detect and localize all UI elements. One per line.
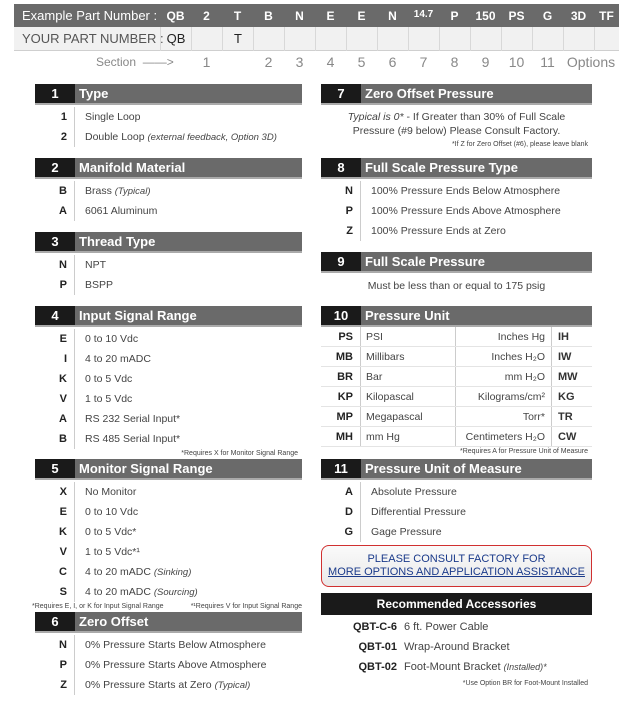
section-index-cell: 7: [419, 54, 428, 70]
accessory-row: [321, 657, 592, 677]
example-part-number-cell: T: [233, 8, 242, 23]
example-part-number-cell: N: [295, 8, 304, 23]
section-index-cell: 2: [264, 54, 273, 70]
section-input-signal-range: [35, 306, 302, 459]
option-row: [35, 542, 302, 562]
option-description: Differential Pressure: [371, 506, 466, 518]
pressure-unit-code: BR: [321, 367, 361, 386]
pressure-unit-name: Kilograms/cm²: [477, 390, 545, 403]
option-description: 0 to 5 Vdc*: [85, 526, 137, 538]
section-zero-offset-pressure: [321, 84, 592, 150]
option-description: BSPP: [85, 279, 114, 291]
pressure-unit-code: MH: [321, 427, 361, 446]
option-code: A: [35, 409, 75, 429]
section-manifold-material: [35, 158, 302, 221]
section-row-label: Section ——>: [96, 55, 174, 69]
section-index-cell: 8: [450, 54, 459, 70]
section-monitor-signal-range: [32, 459, 302, 612]
footnote: *Requires A for Pressure Unit of Measure: [459, 448, 588, 455]
option-code: E: [35, 502, 75, 522]
option-code: Z: [321, 221, 361, 241]
accessory-description: Wrap-Around Bracket: [404, 641, 510, 653]
example-part-number-cell: E: [326, 8, 335, 23]
pressure-unit-code: IH: [551, 327, 591, 346]
option-code: 2: [35, 127, 75, 147]
example-part-number-cell: 3D: [570, 8, 587, 23]
your-part-number-cell[interactable]: [470, 27, 501, 51]
section-row: [14, 52, 619, 72]
example-part-number-cell: TF: [599, 8, 614, 23]
accessory-code: QBT-01: [358, 641, 397, 653]
section-index-cell: 10: [508, 54, 525, 70]
section-thread-type: [35, 232, 302, 295]
your-part-number-cell[interactable]: [253, 27, 284, 51]
section-number: 9: [321, 252, 361, 271]
option-code: Z: [35, 675, 75, 695]
pressure-unit-code: TR: [551, 407, 591, 426]
pressure-unit-code: MB: [321, 347, 361, 366]
section-index-cell: 1: [202, 54, 211, 70]
option-row: [35, 655, 302, 675]
option-code: P: [321, 201, 361, 221]
example-part-number-cell: 2: [203, 8, 210, 23]
section-number: 2: [35, 158, 75, 177]
pressure-unit-name: Centimeters H₂O: [465, 430, 545, 443]
option-row: [321, 221, 592, 241]
your-part-number-cell[interactable]: [346, 27, 377, 51]
your-part-number-cell[interactable]: [191, 27, 222, 51]
section-title: Zero Offset Pressure: [365, 86, 494, 101]
section-index-cell: Options: [566, 54, 616, 70]
section-number: 7: [321, 84, 361, 103]
option-code: C: [35, 562, 75, 582]
example-part-number-cell: G: [542, 8, 553, 23]
recommended-accessories: [321, 593, 592, 689]
example-part-number-cell: E: [357, 8, 366, 23]
option-code: N: [35, 255, 75, 275]
section-type: [35, 84, 302, 147]
option-row: [35, 349, 302, 369]
example-part-number-cell: 14.7: [413, 8, 434, 20]
footnote: *Use Option BR for Foot-Mount Installed: [462, 680, 588, 687]
option-description: 100% Pressure Ends Below Atmosphere: [371, 185, 561, 197]
pressure-unit-name: mm H₂O: [504, 370, 545, 383]
option-code: V: [35, 542, 75, 562]
section-index-cell: [222, 54, 253, 70]
accessory-row: [321, 617, 592, 637]
option-description: 1 to 5 Vdc: [85, 393, 133, 405]
section-text: Must be less than or equal to 175 psig: [367, 280, 546, 292]
section-number: 11: [321, 459, 361, 478]
section-title: Full Scale Pressure: [365, 254, 485, 269]
pressure-unit-row: [321, 427, 592, 447]
example-part-number-cell: QB: [166, 8, 185, 23]
option-row: [35, 429, 302, 449]
option-code: B: [35, 181, 75, 201]
section-title: Input Signal Range: [79, 308, 197, 323]
option-row: [35, 675, 302, 695]
pressure-unit-code: CW: [551, 427, 591, 446]
option-description: 100% Pressure Ends Above Atmosphere: [371, 205, 561, 217]
option-row: [321, 201, 592, 221]
example-part-number-cell: P: [450, 8, 459, 23]
section-text: Typical is 0* - If Greater than 30% of Full Scale: [347, 111, 566, 123]
option-row: [35, 255, 302, 275]
pressure-unit-code: IW: [551, 347, 591, 366]
option-description: 100% Pressure Ends at Zero: [371, 225, 506, 237]
option-description: RS 485 Serial Input*: [85, 433, 181, 445]
option-description: 1 to 5 Vdc*¹: [85, 546, 140, 558]
section-index-cell: 4: [326, 54, 335, 70]
section-number: 10: [321, 306, 361, 325]
section-zero-offset: [35, 612, 302, 695]
option-description: 4 to 20 mADC: [85, 353, 151, 365]
option-description: No Monitor: [85, 486, 137, 498]
footnote: *If Z for Zero Offset (#6), please leave blank: [451, 141, 588, 148]
pressure-unit-code: KG: [551, 387, 591, 406]
option-description: Double Loop (external feedback, Option 3D): [85, 131, 277, 143]
pressure-unit-name: Inches Hg: [497, 330, 545, 343]
consult-factory-box: PLEASE CONSULT FACTORY FOR MORE OPTIONS AND APPLICATION ASSISTANCE: [321, 545, 592, 587]
footnote: *Requires X for Monitor Signal Range: [181, 450, 298, 457]
section-index-cell: 9: [481, 54, 490, 70]
pressure-unit-name: PSI: [361, 327, 456, 346]
pressure-unit-name: Torr*: [522, 410, 545, 423]
pressure-unit-row: [321, 407, 592, 427]
option-row: [321, 522, 592, 542]
your-part-number-cell[interactable]: T: [222, 27, 253, 51]
option-row: [35, 369, 302, 389]
pressure-unit-code: MW: [551, 367, 591, 386]
option-description: Absolute Pressure: [371, 486, 457, 498]
example-part-number-cell: N: [388, 8, 397, 23]
example-part-number-row: [14, 4, 619, 27]
pressure-unit-name: Kilopascal: [361, 387, 456, 406]
option-row: [321, 482, 592, 502]
option-code: N: [321, 181, 361, 201]
option-code: P: [35, 655, 75, 675]
your-part-number-cell[interactable]: [284, 27, 315, 51]
option-code: S: [35, 582, 75, 602]
option-row: [321, 181, 592, 201]
option-code: K: [35, 369, 75, 389]
section-index-cell: 3: [295, 54, 304, 70]
section-full-scale-pressure-type: [321, 158, 592, 241]
section-pressure-unit: [321, 306, 592, 457]
example-part-number-cell: 150: [475, 8, 496, 23]
pressure-unit-name: Millibars: [361, 347, 456, 366]
pressure-unit-row: [321, 387, 592, 407]
option-description: 0% Pressure Starts Above Atmosphere: [85, 659, 267, 671]
option-row: [35, 582, 302, 602]
pressure-unit-row: [321, 327, 592, 347]
option-description: 0% Pressure Starts Below Atmosphere: [85, 639, 266, 651]
section-number: 4: [35, 306, 75, 325]
option-description: 0 to 10 Vdc: [85, 333, 139, 345]
section-index-cell: 6: [388, 54, 397, 70]
footnote: *Requires E, I, or K for Input Signal Range: [32, 603, 164, 610]
option-code: P: [35, 275, 75, 295]
option-row: [35, 562, 302, 582]
option-code: K: [35, 522, 75, 542]
option-code: A: [35, 201, 75, 221]
your-part-number-cell[interactable]: [563, 27, 594, 51]
pressure-unit-name: Megapascal: [361, 407, 456, 426]
pressure-unit-row: [321, 367, 592, 387]
your-part-number-cell[interactable]: [315, 27, 346, 51]
option-row: [35, 329, 302, 349]
your-part-number-cell[interactable]: [439, 27, 470, 51]
your-part-number-label: YOUR PART NUMBER :: [22, 31, 164, 46]
pressure-unit-name: mm Hg: [361, 427, 456, 446]
example-part-number-cell: PS: [508, 8, 525, 23]
section-number: 5: [35, 459, 75, 478]
your-part-number-cell[interactable]: [532, 27, 563, 51]
option-row: [35, 127, 302, 147]
pressure-unit-row: [321, 347, 592, 367]
footnote: *¹Requires V for Input Signal Range: [190, 603, 302, 610]
option-code: X: [35, 482, 75, 502]
option-description: 0% Pressure Starts at Zero (Typical): [85, 679, 251, 691]
accessory-description: Foot-Mount Bracket (Installed)*: [404, 661, 547, 673]
option-row: [35, 107, 302, 127]
accessories-title: Recommended Accessories: [321, 593, 592, 615]
section-full-scale-pressure: [321, 252, 592, 293]
your-part-number-cell[interactable]: QB: [160, 27, 191, 51]
pressure-unit-name: Inches H₂O: [491, 350, 545, 363]
option-row: [35, 275, 302, 295]
accessory-code: QBT-C-6: [353, 621, 397, 633]
accessory-description: 6 ft. Power Cable: [404, 621, 489, 633]
option-description: 4 to 20 mADC (Sinking): [85, 566, 192, 578]
option-code: E: [35, 329, 75, 349]
section-number: 1: [35, 84, 75, 103]
section-number: 8: [321, 158, 361, 177]
option-row: [35, 409, 302, 429]
option-row: [35, 482, 302, 502]
option-code: N: [35, 635, 75, 655]
option-code: V: [35, 389, 75, 409]
section-number: 3: [35, 232, 75, 251]
option-row: [321, 502, 592, 522]
option-description: Brass (Typical): [85, 185, 151, 197]
accessory-code: QBT-02: [358, 661, 397, 673]
option-row: [35, 181, 302, 201]
pressure-unit-code: MP: [321, 407, 361, 426]
option-description: 6061 Aluminum: [85, 205, 158, 217]
your-part-number-row: [14, 27, 619, 51]
option-code: I: [35, 349, 75, 369]
option-description: 0 to 10 Vdc: [85, 506, 139, 518]
option-row: [35, 522, 302, 542]
section-title: Monitor Signal Range: [79, 461, 213, 476]
section-pressure-unit-of-measure: [321, 459, 592, 542]
pressure-unit-code: KP: [321, 387, 361, 406]
option-row: [35, 389, 302, 409]
option-code: 1: [35, 107, 75, 127]
section-number: 6: [35, 612, 75, 631]
option-row: [35, 635, 302, 655]
option-description: Single Loop: [85, 111, 141, 123]
pressure-unit-name: Bar: [361, 367, 456, 386]
section-title: Manifold Material: [79, 160, 186, 175]
section-title: Thread Type: [79, 234, 156, 249]
option-row: [35, 502, 302, 522]
option-code: D: [321, 502, 361, 522]
section-text: Pressure (#9 below) Please Consult Factory.: [352, 125, 561, 137]
your-part-number-cell[interactable]: [377, 27, 408, 51]
example-part-number-cell: B: [264, 8, 273, 23]
section-index-cell: 11: [540, 54, 555, 70]
your-part-number-cell[interactable]: [408, 27, 439, 51]
section-title: Zero Offset: [79, 614, 149, 629]
option-code: G: [321, 522, 361, 542]
your-part-number-cell[interactable]: [594, 27, 619, 51]
example-part-number-label: Example Part Number :: [22, 8, 158, 23]
option-description: RS 232 Serial Input*: [85, 413, 181, 425]
option-description: Gage Pressure: [371, 526, 442, 538]
pressure-unit-code: PS: [321, 327, 361, 346]
your-part-number-cell[interactable]: [501, 27, 532, 51]
section-title: Pressure Unit of Measure: [365, 461, 522, 476]
section-index-cell: [160, 54, 191, 70]
section-title: Pressure Unit: [365, 308, 450, 323]
section-index-cell: 5: [357, 54, 366, 70]
option-code: A: [321, 482, 361, 502]
accessory-row: [321, 637, 592, 657]
option-description: NPT: [85, 259, 106, 271]
option-code: B: [35, 429, 75, 449]
option-description: 0 to 5 Vdc: [85, 373, 133, 385]
section-title: Full Scale Pressure Type: [365, 160, 518, 175]
option-row: [35, 201, 302, 221]
option-description: 4 to 20 mADC (Sourcing): [85, 586, 198, 598]
section-title: Type: [79, 86, 109, 101]
